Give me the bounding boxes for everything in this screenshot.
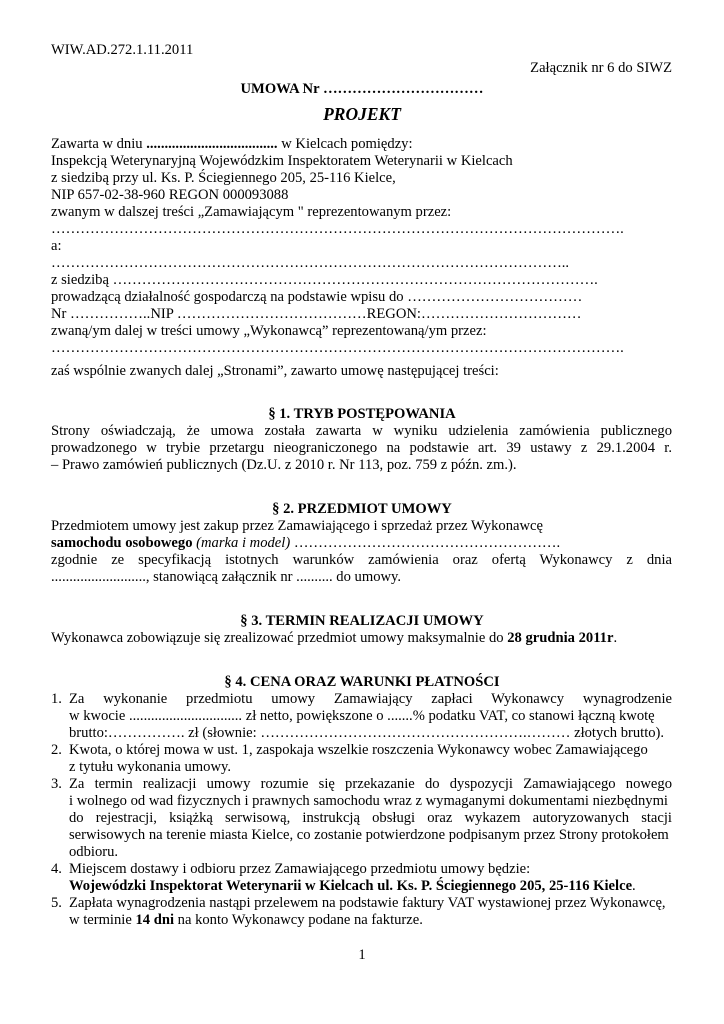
item-2-line-1: Kwota, o której mowa w ust. 1, zaspokaja wszelkie roszczenia Wykonawcy wobec Zamawiającego bbox=[69, 742, 648, 758]
document-reference: WIW.AD.272.1.11.2011 bbox=[51, 42, 194, 58]
item-4-line-1: Miejscem dostawy i odbioru przez Zamawiającego przedmiotu umowy będzie: bbox=[69, 861, 531, 877]
section-4-heading: § 4. CENA ORAZ WARUNKI PŁATNOŚCI bbox=[224, 674, 500, 690]
attachment-label: Załącznik nr 6 do SIWZ bbox=[530, 60, 672, 76]
parties-line-1: Zawarta w dniu .................................... w Kielcach pomiędzy: bbox=[51, 136, 413, 152]
section-1-line-2: prowadzonego w trybie przetargu nieograniczonego na podstawie art. 39 ustawy z 29.1.2004 r. bbox=[51, 440, 672, 456]
item-3-number: 3. bbox=[51, 776, 62, 792]
item-5-line-2: w terminie 14 dni na konto Wykonawcy podane na fakturze. bbox=[69, 912, 423, 928]
parties-line-7: a: bbox=[51, 238, 62, 254]
parties-line-13: ………………………………………………………………………………………………………. bbox=[51, 340, 624, 356]
item-3-line-3: do rejestracji, książką serwisową, instrukcją obsługi oraz wykazem autoryzowanych stacji bbox=[69, 810, 672, 826]
item-1-line-2: w kwocie ............................... zł netto, powiększone o .......% podatku VAT, co stanowi łączną kwotę bbox=[69, 708, 655, 724]
item-3-line-4: serwisowych na terenie miasta Kielce, co zostanie potwierdzone podpisanym przez Strony protokołem bbox=[69, 827, 669, 843]
item-3-line-5: odbioru. bbox=[69, 844, 119, 860]
parties-line-6: ………………………………………………………………………………………………………. bbox=[51, 221, 624, 237]
parties-line-9: z siedzibą ………………………………………………………………………………………. bbox=[51, 272, 598, 288]
item-1-number: 1. bbox=[51, 691, 62, 707]
section-2-line-3: zgodnie ze specyfikacją istotnych warunków zamówienia oraz ofertą Wykonawcy z dnia bbox=[51, 552, 672, 568]
parties-line-14: zaś wspólnie zwanych dalej „Stronami”, zawarto umowę następującej treści: bbox=[51, 363, 499, 379]
item-2-line-2: z tytułu wykonania umowy. bbox=[69, 759, 231, 775]
parties-line-10: prowadzącą działalność gospodarczą na podstawie wpisu do ……………………………… bbox=[51, 289, 583, 305]
item-5-line-1: Zapłata wynagrodzenia nastąpi przelewem na podstawie faktury VAT wystawionej przez Wykonawcę, bbox=[69, 895, 666, 911]
item-4-line-2: Wojewódzki Inspektorat Weterynarii w Kielcach ul. Ks. P. Ściegiennego 205, 25-116 Kielce. bbox=[69, 878, 636, 894]
parties-line-4: NIP 657-02-38-960 REGON 000093088 bbox=[51, 187, 289, 203]
section-1-line-1: Strony oświadczają, że umowa została zawarta w wyniku udzielenia zamówienia publicznego bbox=[51, 423, 672, 439]
parties-line-3: z siedzibą przy ul. Ks. P. Ściegiennego 205, 25-116 Kielce, bbox=[51, 170, 396, 186]
section-1-heading: § 1. TRYB POSTĘPOWANIA bbox=[268, 406, 456, 422]
section-3-line-1: Wykonawca zobowiązuje się zrealizować przedmiot umowy maksymalnie do 28 grudnia 2011r. bbox=[51, 630, 618, 646]
deadline-date: 28 grudnia 2011r bbox=[507, 630, 614, 646]
item-1-line-1: Za wykonanie przedmiotu umowy Zamawiający zapłaci Wykonawcy wynagrodzenie bbox=[69, 691, 672, 707]
parties-line-5: zwanym w dalszej treści „Zamawiającym " reprezentowanym przez: bbox=[51, 204, 452, 220]
parties-line-2: Inspekcją Weterynaryjną Wojewódzkim Inspektoratem Weterynarii w Kielcach bbox=[51, 153, 513, 169]
section-2-line-2: samochodu osobowego (marka i model) ………………………………………………. bbox=[51, 535, 561, 551]
item-3-line-2: i wolnego od wad fizycznych i prawnych samochodu wraz z wymaganymi dokumentami niezbędnymi bbox=[69, 793, 668, 809]
page-number: 1 bbox=[358, 947, 366, 963]
date-blank: .................................... bbox=[146, 136, 278, 152]
item-2-number: 2. bbox=[51, 742, 62, 758]
projekt-heading: PROJEKT bbox=[323, 104, 401, 124]
section-2-heading: § 2. PRZEDMIOT UMOWY bbox=[272, 501, 452, 517]
contract-title: UMOWA Nr …………………………… bbox=[240, 81, 484, 97]
item-4-number: 4. bbox=[51, 861, 62, 877]
item-1-line-3: brutto:……………. zł (słownie: ……………………………………………….……… złotych brutto). bbox=[69, 725, 665, 741]
section-2-line-1: Przedmiotem umowy jest zakup przez Zamawiającego i sprzedaż przez Wykonawcę bbox=[51, 518, 543, 534]
section-2-line-4: .........................., stanowiącą załącznik nr .......... do umowy. bbox=[51, 569, 402, 585]
parties-line-8: …………………………………………………………………………………………….. bbox=[51, 255, 570, 271]
section-3-heading: § 3. TERMIN REALIZACJI UMOWY bbox=[240, 613, 484, 629]
item-3-line-1: Za termin realizacji umowy rozumie się przekazanie do dyspozycji Zamawiającego nowego bbox=[69, 776, 672, 792]
section-1-line-3: – Prawo zamówień publicznych (Dz.U. z 2010 r. Nr 113, poz. 759 z późn. zm.). bbox=[51, 457, 517, 473]
item-5-number: 5. bbox=[51, 895, 62, 911]
parties-line-12: zwaną/ym dalej w treści umowy „Wykonawcą” reprezentowaną/ym przez: bbox=[51, 323, 487, 339]
parties-line-11: Nr ……………..NIP …………………………………REGON:…………………………… bbox=[51, 306, 582, 322]
